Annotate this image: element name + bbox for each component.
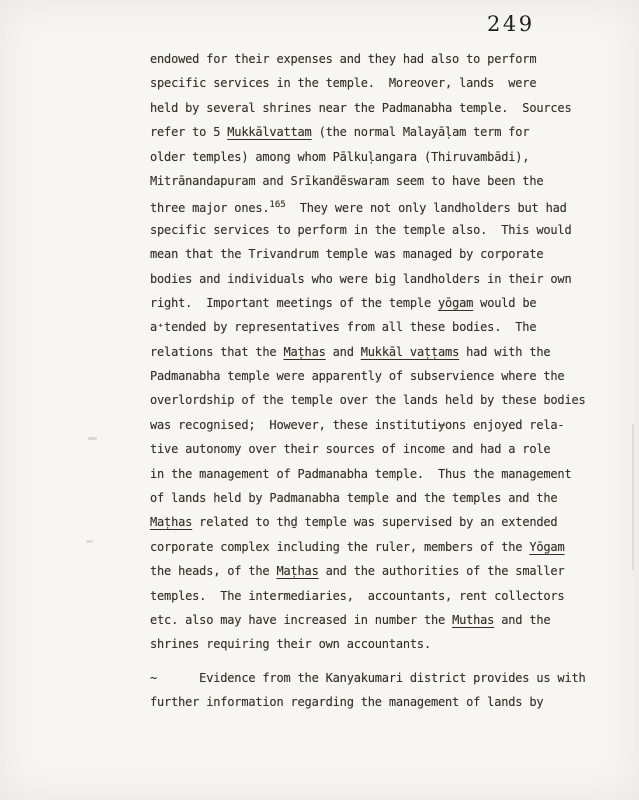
text-run: bodies and individuals who were big landholders in their own	[150, 271, 572, 286]
text-line	[150, 413, 586, 437]
page-number: 249	[487, 12, 535, 36]
text-line	[150, 535, 586, 559]
text-line	[150, 690, 586, 714]
text-run: temples. The intermediaries, accountants, rent collectors	[150, 588, 565, 603]
text-run: etc. also may have increased in number the	[150, 612, 453, 627]
text-line	[150, 71, 586, 95]
text-run: Mitrānandapuram and Srīkanḋēswaram seem to have been the	[150, 173, 544, 188]
text-run: specific services to perform in the temple also. This would	[150, 222, 572, 237]
text-run: overlordship of the temple over the lands held by these bodies	[150, 393, 586, 408]
text-run: would be	[473, 295, 537, 310]
text-line	[150, 437, 586, 461]
scan-artifact-line	[632, 424, 634, 570]
text-run: mean that the Trivandrum temple was managed by corporate	[150, 247, 544, 262]
text-run: and	[325, 344, 361, 359]
text-line	[150, 584, 586, 608]
text-run: three major ones.	[150, 201, 270, 216]
text-run: and the	[494, 612, 551, 627]
underlined-term: Muthas	[452, 612, 495, 627]
text-line	[150, 218, 586, 242]
text-run: further information regarding the management of lands by	[150, 695, 544, 710]
text-line	[150, 486, 586, 510]
text-run: endowed for their expenses and they had also to perform	[150, 52, 537, 66]
text-run: right. Important meetings of the temple	[150, 295, 439, 310]
text-run: related to thḏ temple was supervised by an extended	[192, 515, 558, 530]
text-line	[150, 242, 586, 266]
text-run: in the management of Padmanabha temple. Thus the management	[150, 466, 572, 481]
text-line	[150, 666, 586, 690]
text-run: tive autonomy over their sources of income and had a role	[150, 442, 551, 457]
underlined-term: Yōgam	[529, 539, 565, 554]
text-line	[150, 510, 586, 534]
text-line	[150, 364, 586, 388]
text-line	[150, 120, 586, 144]
text-run: had with the	[459, 344, 551, 359]
text-run: Padmanabha temple were apparently of subservience where the	[150, 369, 565, 384]
text-run: held by several shrines near the Padmanabha temple. Sources	[150, 100, 572, 115]
text-run: was recognised; However, these institutiɏons enjoyed rela-	[150, 417, 565, 432]
text-line	[150, 193, 586, 217]
underlined-term: yōgam	[438, 295, 474, 310]
text-run: shrines requiring their own accountants.	[150, 637, 431, 652]
text-run: They were not only landholders but had	[285, 201, 567, 216]
underlined-term: Maṭhas	[150, 515, 193, 530]
text-line	[150, 145, 586, 169]
text-line	[150, 315, 586, 339]
text-run: the heads, of the	[150, 564, 277, 579]
text-line	[150, 559, 586, 583]
text-run: refer to 5	[150, 125, 228, 140]
text-line	[150, 388, 586, 412]
text-run: of lands held by Padmanabha temple and the temples and the	[150, 491, 558, 506]
text-line	[150, 169, 586, 193]
text-run: specific services in the temple. Moreover, lands were	[150, 76, 537, 91]
text-line	[150, 462, 586, 486]
underlined-term: Mukkāl vaṭṭams	[360, 344, 460, 359]
scan-artifact-speck	[86, 540, 93, 543]
text-line	[150, 96, 586, 120]
paragraph	[150, 47, 586, 657]
text-run: corporate complex including the ruler, members of the	[150, 539, 530, 554]
text-line	[150, 47, 586, 71]
text-line	[150, 340, 586, 364]
text-column	[150, 47, 586, 715]
scan-artifact-speck	[88, 437, 97, 440]
text-line	[150, 632, 586, 656]
text-run: relations that the	[150, 344, 284, 359]
text-line	[150, 267, 586, 291]
text-run: (the normal Malayāḷam term for	[311, 125, 530, 140]
text-run: and the authorities of the smaller	[318, 564, 565, 579]
text-run: older temples) among whom Pālkuḷangara (Thiruvambādi),	[150, 149, 530, 164]
footnote-reference: 165	[269, 200, 286, 211]
text-line	[150, 608, 586, 632]
underlined-term: Mukkālvattam	[227, 125, 312, 140]
text-line	[150, 291, 586, 315]
underlined-term: Maṭhas	[283, 344, 326, 359]
text-run: a⁺tended by representatives from all these bodies. The	[150, 320, 537, 335]
paragraph	[150, 666, 586, 715]
text-run: ~ Evidence from the Kanyakumari district provides us with	[150, 670, 586, 685]
underlined-term: Maṭhas	[276, 564, 319, 579]
